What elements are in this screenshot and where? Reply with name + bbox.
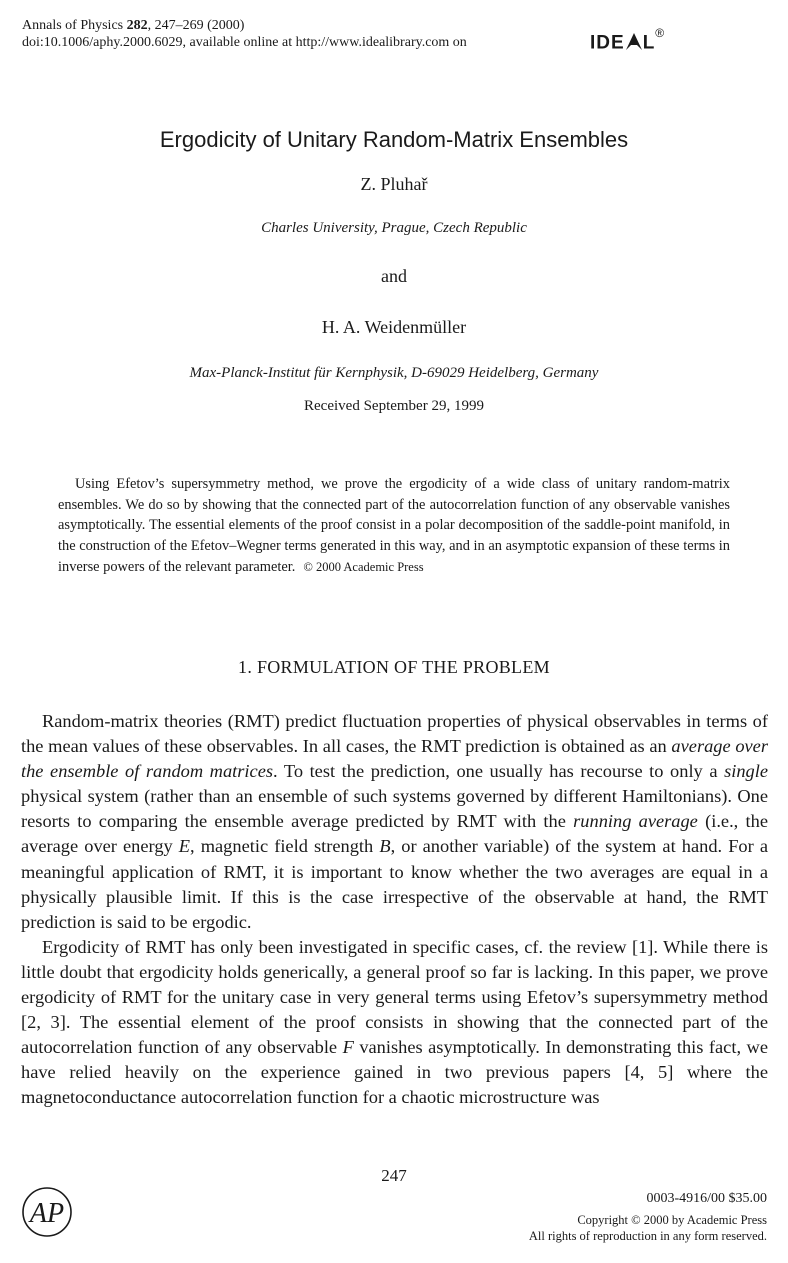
- abstract-copyright: © 2000 Academic Press: [303, 559, 424, 574]
- abstract-text: Using Efetov’s supersymmetry method, we prove the ergodicity of a wide class of unitary random-matrix ensembles. We do so by showing that the connected part of the autocorrelation function of any observable vanishes asymptotically. The essential elements of the proof consist in a polar decomposition of the saddle-point manifold, in the construction of the Efetov–Wegner terms generated in this way, and in an asymptotic expansion of these terms in inverse powers of the relevant parameter.: [58, 476, 730, 575]
- author-1-name: Z. Pluhař: [360, 174, 428, 194]
- body-text: [21, 709, 768, 1111]
- journal-volume: 282: [126, 18, 148, 33]
- ideal-logo: IDE L®: [590, 26, 666, 54]
- publisher-logo-icon: [21, 1186, 73, 1238]
- and-separator: and: [381, 266, 407, 286]
- footer-copyright: Copyright © 2000 by Academic Press: [577, 1213, 767, 1227]
- paper-title: Ergodicity of Unitary Random-Matrix Ensembles: [159, 127, 629, 152]
- abstract: [58, 474, 730, 578]
- journal-citation: Annals of Physics 282, 247–269 (2000): [22, 18, 245, 33]
- footer-price: 0003-4916/00 $35.00: [646, 1191, 767, 1206]
- paragraph-1: Random-matrix theories (RMT) predict fluctuation properties of physical observables in terms of the mean values of these observables. In all cases, the RMT prediction is obtained as an average over the ensemble of random matrices. To test the prediction, one usually has recourse to only a single physical system (rather than an ensemble of such systems governed by different Hamiltonians). One resorts to comparing the ensemble average predicted by RMT with the running average (i.e., the average over energy E, magnetic field strength B, or another variable) of the system at hand. For a meaningful application of RMT, it is important to know whether the two averages are equal in a physically plausible limit. If this is the case irrespective of the observable at hand, the RMT prediction is said to be ergodic.: [21, 711, 769, 932]
- ideal-logo-mark-icon: [625, 31, 643, 51]
- author-1-affiliation: Charles University, Prague, Czech Republic: [261, 220, 527, 236]
- journal-pages-year: , 247–269 (2000): [147, 18, 245, 33]
- section-heading: 1. FORMULATION OF THE PROBLEM: [238, 657, 550, 677]
- page-number: 247: [381, 1166, 407, 1185]
- publisher-logo-text: AP: [29, 1198, 65, 1229]
- footer-rights: All rights of reproduction in any form reserved.: [528, 1229, 767, 1243]
- journal-header: [22, 17, 467, 51]
- author-2-name: H. A. Weidenmüller: [321, 317, 467, 337]
- paragraph-2: Ergodicity of RMT has only been investigated in specific cases, cf. the review [1]. While there is little doubt that ergodicity holds generically, a general proof so far is lacking. In this paper, we prove ergodicity of RMT for the unitary case in very general terms using Efetov’s supersymmetry method [2, 3]. The essential element of the proof consists in showing that the connected part of the autocorrelation function of any observable F vanishes asymptotically. In demonstrating this fact, we have relied heavily on the experience gained in two previous papers [4, 5] where the magnetoconductance autocorrelation function for a chaotic microstructure was: [21, 936, 768, 1108]
- received-date: Received September 29, 1999: [304, 398, 484, 414]
- footer: [529, 1191, 767, 1244]
- doi-line: doi:10.1006/aphy.2000.6029, available online at http://www.idealibrary.com on: [22, 35, 467, 50]
- author-2-affiliation: Max-Planck-Institut für Kernphysik, D-69029 Heidelberg, Germany: [189, 365, 599, 381]
